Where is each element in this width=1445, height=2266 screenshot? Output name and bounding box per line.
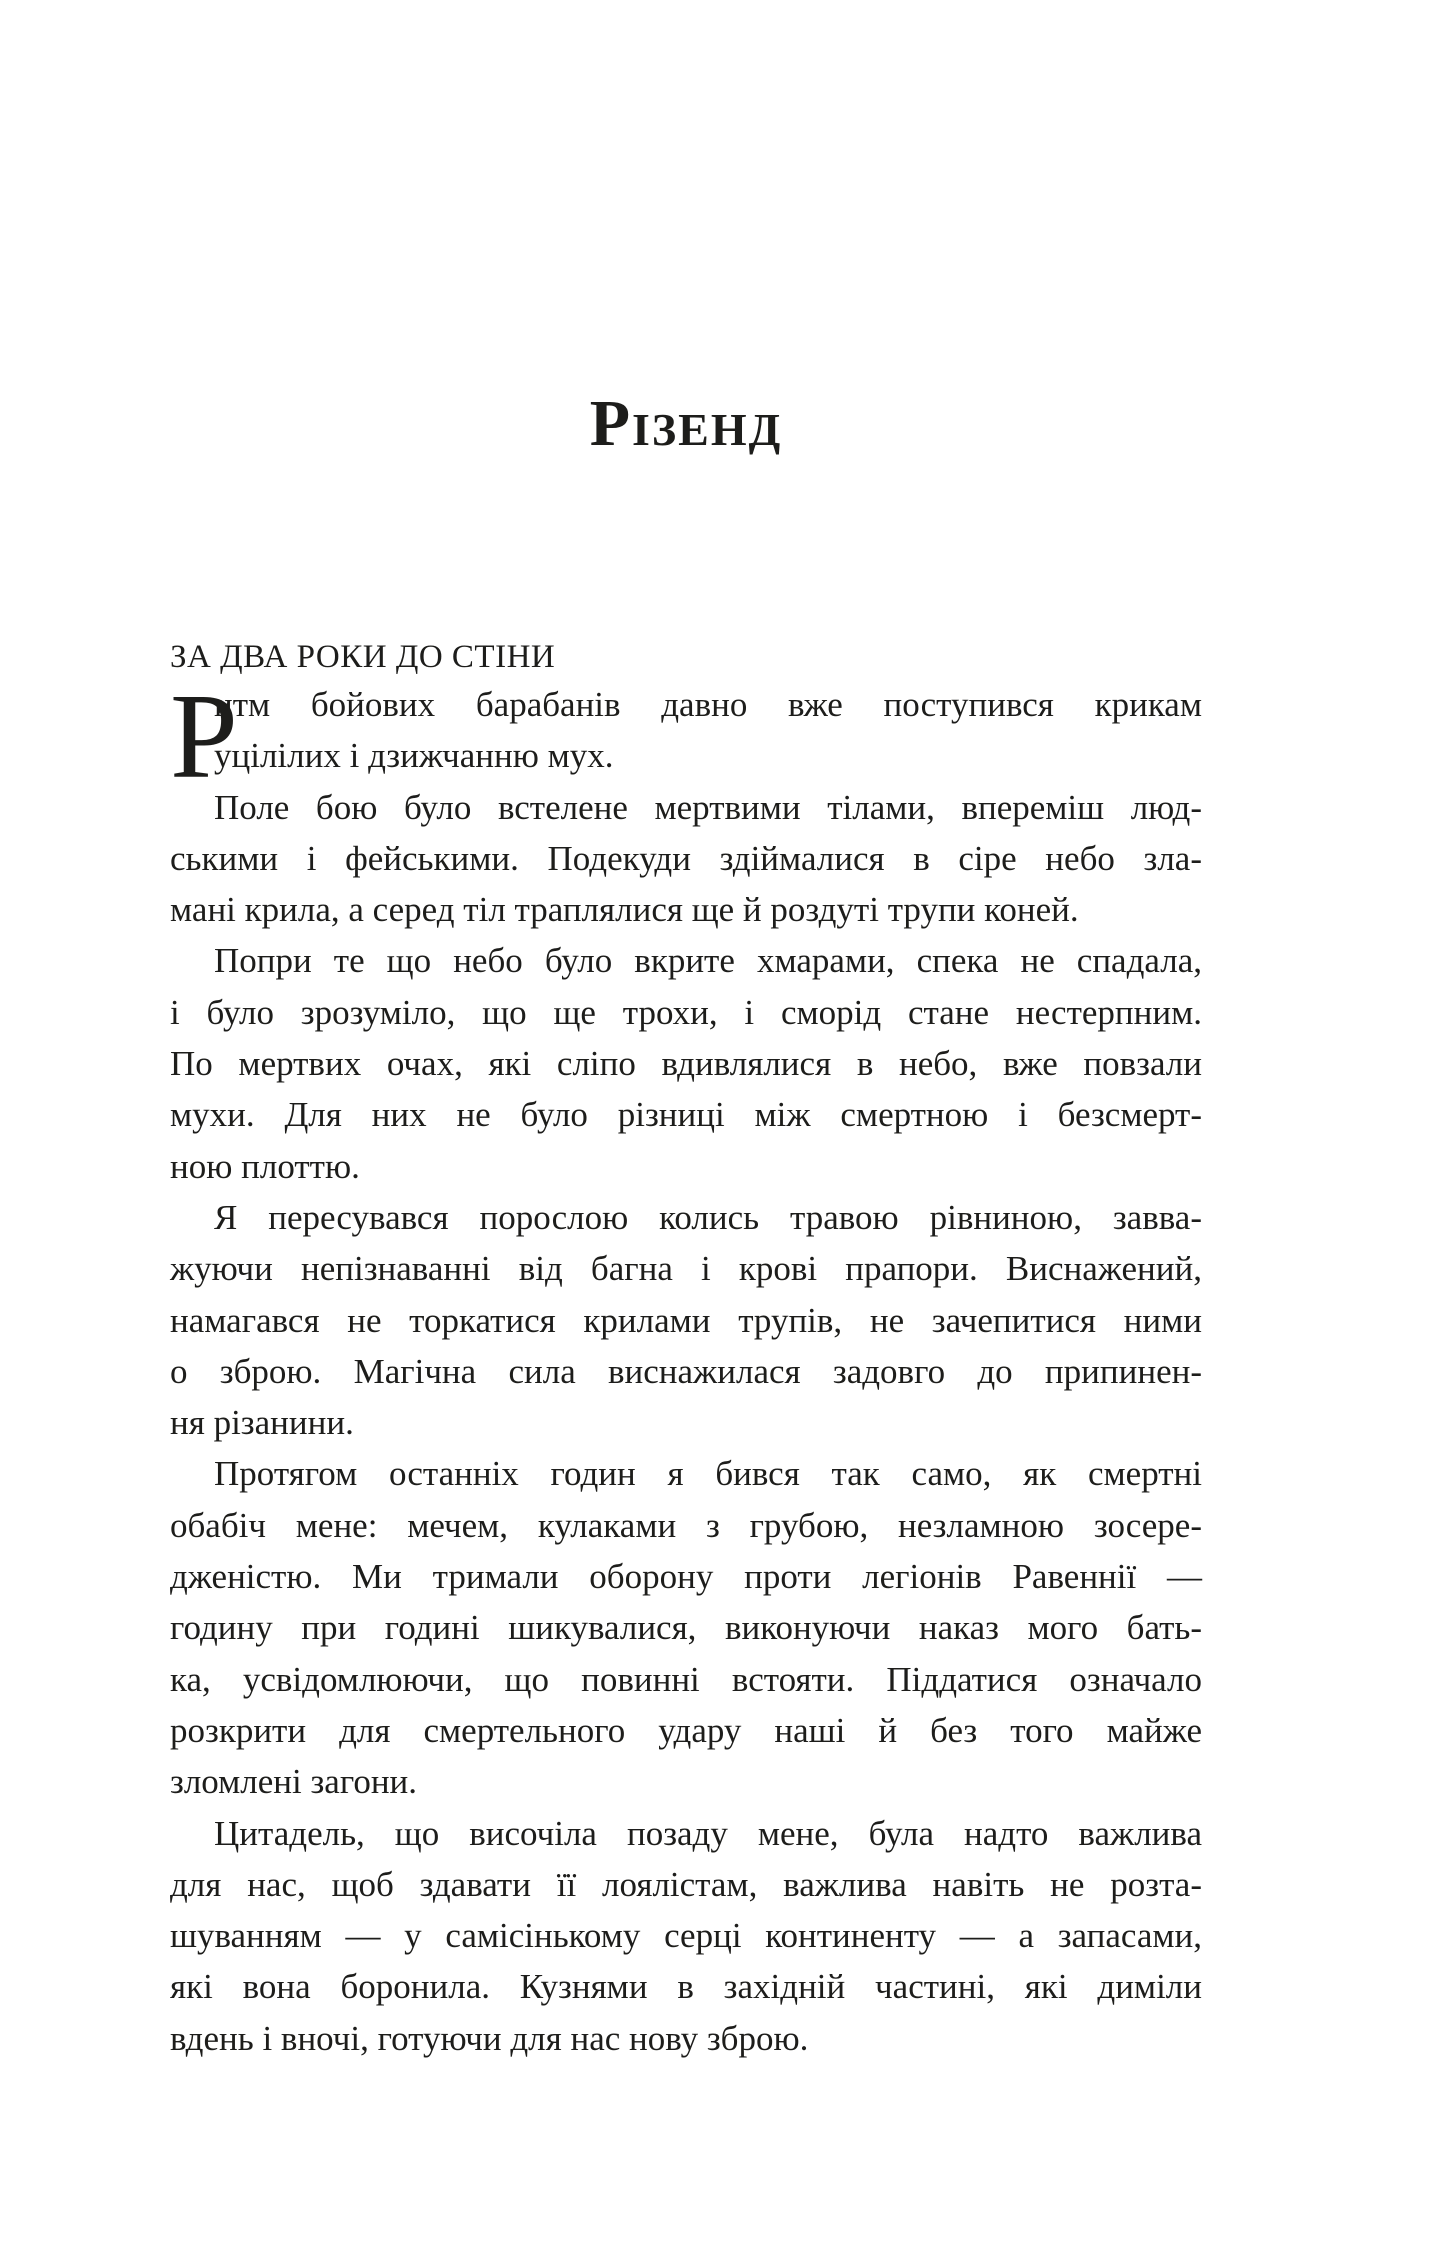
text-line: Я пересувався порослою колись травою рівниною, завва- [214, 1197, 1202, 1237]
text-line: ня різанини. [170, 1403, 354, 1443]
text-line: ськими і фейськими. Подекуди здіймалися в сіре небо зла- [170, 838, 1202, 878]
chapter-title: Різенд [589, 387, 783, 461]
text-line: розкрити для смертельного удару наші й без того майже [170, 1710, 1202, 1750]
text-line: Поле бою було встелене мертвими тілами, впереміш люд- [214, 787, 1202, 827]
text-line: По мертвих очах, які сліпо вдивлялися в небо, вже повзали [170, 1044, 1202, 1084]
text-line: жуючи непізнаванні від багна і крові прапори. Виснажений, [170, 1249, 1202, 1289]
text-line: мухи. Для них не було різниці між смертною і безсмерт- [170, 1095, 1202, 1135]
text-line: мані крила, а серед тіл траплялися ще й роздуті трупи коней. [170, 890, 1079, 930]
text-line: уцілілих і дзижчанню мух. [214, 736, 614, 776]
text-line: дженістю. Ми тримали оборону проти легіонів Равеннії — [170, 1557, 1202, 1597]
text-line: намагався не торкатися крилами трупів, не зачепитися ними [170, 1300, 1202, 1340]
text-line: итм бойових барабанів давно вже поступився крикам [214, 685, 1202, 724]
text-line: які вона боронила. Кузнями в західній частині, які диміли [170, 1967, 1202, 2007]
text-line: вдень і вночі, готуючи для нас нову зброю. [170, 2018, 809, 2058]
text-line: зломлені загони. [170, 1762, 418, 1802]
text-line: обабіч мене: мечем, кулаками з грубою, незламною зосере- [170, 1505, 1202, 1545]
text-line: Попри те що небо було вкрите хмарами, спека не спадала, [214, 941, 1202, 981]
text-line: Цитадель, що височіла позаду мене, була надто важлива [214, 1813, 1202, 1853]
text-line: шуванням — у самісінькому серці континенту — а запасами, [170, 1916, 1202, 1956]
drop-cap: Р [170, 669, 238, 804]
text-line: і було зрозуміло, що ще трохи, і сморід стане нестерпним. [170, 992, 1202, 1032]
text-line: ка, усвідомлюючи, що повинні встояти. Піддатися означало [170, 1659, 1202, 1699]
chapter-body [170, 669, 1202, 2064]
text-line: ною плоттю. [170, 1146, 360, 1186]
text-line: для нас, щоб здавати її лоялістам, важлива навіть не розта- [170, 1864, 1202, 1904]
text-line: Протягом останніх годин я бився так само, як смертні [214, 1454, 1202, 1494]
text-line: годину при годині шикувалися, виконуючи наказ мого бать- [170, 1608, 1202, 1648]
text-line: о зброю. Магічна сила виснажилася задовго до припинен- [170, 1351, 1202, 1391]
section-heading: ЗА ДВА РОКИ ДО СТІНИ [170, 639, 556, 676]
